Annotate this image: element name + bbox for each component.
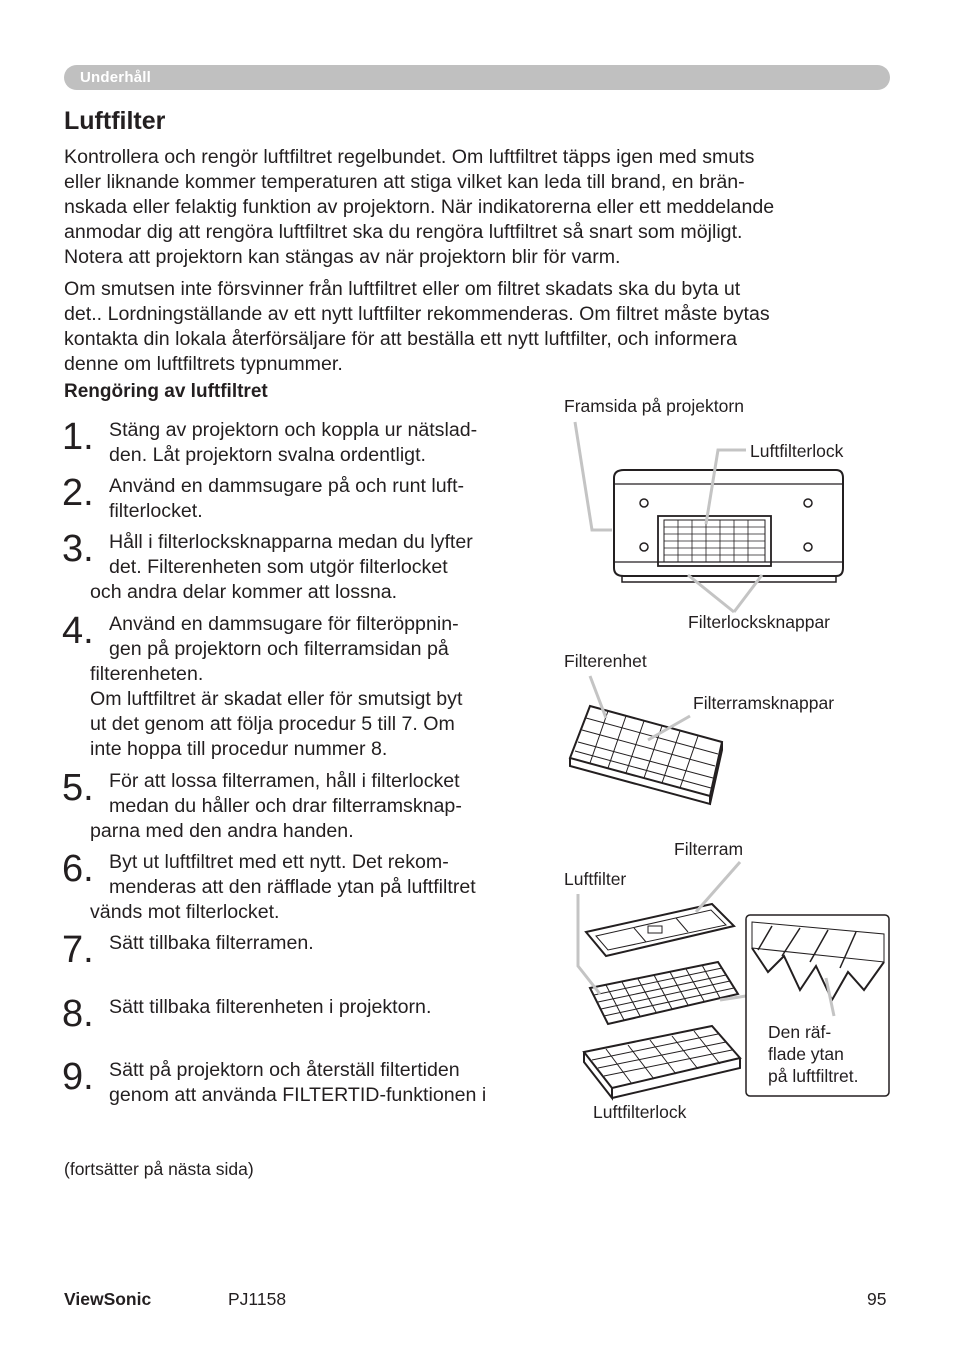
text-line: Använd en dammsugare på och runt luft-	[109, 475, 465, 497]
footer-brand: ViewSonic	[64, 1289, 152, 1309]
text-line: nskada eller felaktig funktion av projektorn. När indikatorerna eller ett meddelande	[64, 196, 775, 218]
label-filter-frame: Filterram	[674, 839, 744, 859]
projector-drawing	[614, 470, 843, 582]
step-number: 4.	[62, 610, 94, 652]
projector-vent-grid	[664, 520, 765, 562]
text-line: medan du håller och drar filterramsknap-	[109, 795, 462, 817]
text-line: filterenheten.	[90, 663, 204, 685]
step-number: 5.	[62, 767, 94, 809]
text-line: filterlocket.	[109, 500, 203, 522]
step-number: 3.	[62, 528, 94, 570]
text-line: kontakta din lokala återförsäljare för att beställa ett nytt luftfilter, och informera	[64, 328, 738, 350]
text-line: genom att använda FILTERTID-funktionen i	[109, 1084, 487, 1106]
text-line: gen på projektorn och filterramsidan på	[109, 638, 449, 660]
step-number: 8.	[62, 993, 94, 1035]
text-line: inte hoppa till procedur nummer 8.	[90, 738, 388, 760]
text-line: Sätt på projektorn och återställ filtertiden	[109, 1059, 460, 1081]
text-line: parna med den andra handen.	[90, 820, 354, 842]
text-line: Använd en dammsugare för filteröppnin-	[109, 613, 459, 635]
text-line: den. Låt projektorn svalna ordentligt.	[109, 444, 426, 466]
step-number: 6.	[62, 848, 94, 890]
text-line: menderas att den räfflade ytan på luftfiltret	[109, 876, 476, 898]
step-number: 9.	[62, 1056, 94, 1098]
text-line: och andra delar kommer att lossna.	[90, 581, 398, 603]
text-line: För att lossa filterramen, håll i filterlocket	[109, 770, 460, 792]
page-number: 95	[867, 1289, 887, 1309]
text-line: denne om luftfiltrets typnummer.	[64, 353, 343, 375]
text-line: Stäng av projektorn och koppla ur nätslad-	[109, 419, 478, 441]
text-line: Om smutsen inte försvinner från luftfiltret eller om filtret skadats ska du byta ut	[64, 278, 741, 300]
label-ribbed-surface	[768, 1021, 858, 1087]
text-line: Kontrollera och rengör luftfiltret regelbundet. Om luftfiltret täpps igen med smuts	[64, 146, 755, 168]
section-label: Underhåll	[80, 69, 151, 86]
filter-frame-drawing	[586, 904, 734, 956]
page-title: Luftfilter	[64, 107, 166, 135]
label-frame-buttons: Filterramsknappar	[693, 693, 835, 713]
label-filter-cover-bottom: Luftfilterlock	[593, 1102, 687, 1122]
label-filter-cover: Luftfilterlock	[750, 441, 844, 461]
text-line: flade ytan	[768, 1044, 844, 1064]
step-number: 1.	[62, 416, 94, 458]
filter-cover-drawing	[584, 1026, 740, 1098]
filter-unit-grid	[575, 711, 718, 788]
text-line: anmodar dig att rengöra luftfiltret ska du rengöra luftfiltret så snart som möjligt.	[64, 221, 743, 243]
text-line: Notera att projektorn kan stängas av när projektorn blir för varm.	[64, 246, 621, 268]
step-number: 2.	[62, 472, 94, 514]
continued-note: (fortsätter på nästa sida)	[64, 1159, 254, 1179]
text-line: Om luftfiltret är skadat eller för smutsigt byt	[90, 688, 463, 710]
text-line: Håll i filterlocksknapparna medan du lyfter	[109, 531, 473, 553]
label-projector-front: Framsida på projektorn	[564, 396, 744, 416]
text-line: Byt ut luftfiltret med ett nytt. Det rekom-	[109, 851, 449, 873]
text-line: Den räf-	[768, 1022, 832, 1042]
text-line: Sätt tillbaka filterenheten i projektorn.	[109, 996, 432, 1018]
label-filter-unit: Filterenhet	[564, 651, 647, 671]
text-line: ut det genom att följa procedur 5 till 7. Om	[90, 713, 455, 735]
label-air-filter: Luftfilter	[564, 869, 627, 889]
text-line: det.. Lordningställande av ett nytt luftfilter rekommenderas. Om filtret måste bytas	[64, 303, 770, 325]
filter-unit-leader-lines	[590, 676, 690, 740]
text-line: på luftfiltret.	[768, 1066, 859, 1086]
text-line: det. Filterenheten som utgör filterlocket	[109, 556, 448, 578]
footer-model: PJ1158	[228, 1289, 287, 1309]
text-line: eller liknande kommer temperaturen att stiga vilket kan leda till brand, en brän-	[64, 171, 745, 193]
projector-leader-lines	[575, 422, 762, 612]
text-line: vänds mot filterlocket.	[90, 901, 280, 923]
step-number: 7.	[62, 929, 94, 971]
air-filter-mesh-drawing	[590, 962, 738, 1024]
label-cover-buttons: Filterlocksknappar	[688, 612, 830, 632]
subheading: Rengöring av luftfiltret	[64, 381, 268, 402]
text-line: Sätt tillbaka filterramen.	[109, 932, 314, 954]
